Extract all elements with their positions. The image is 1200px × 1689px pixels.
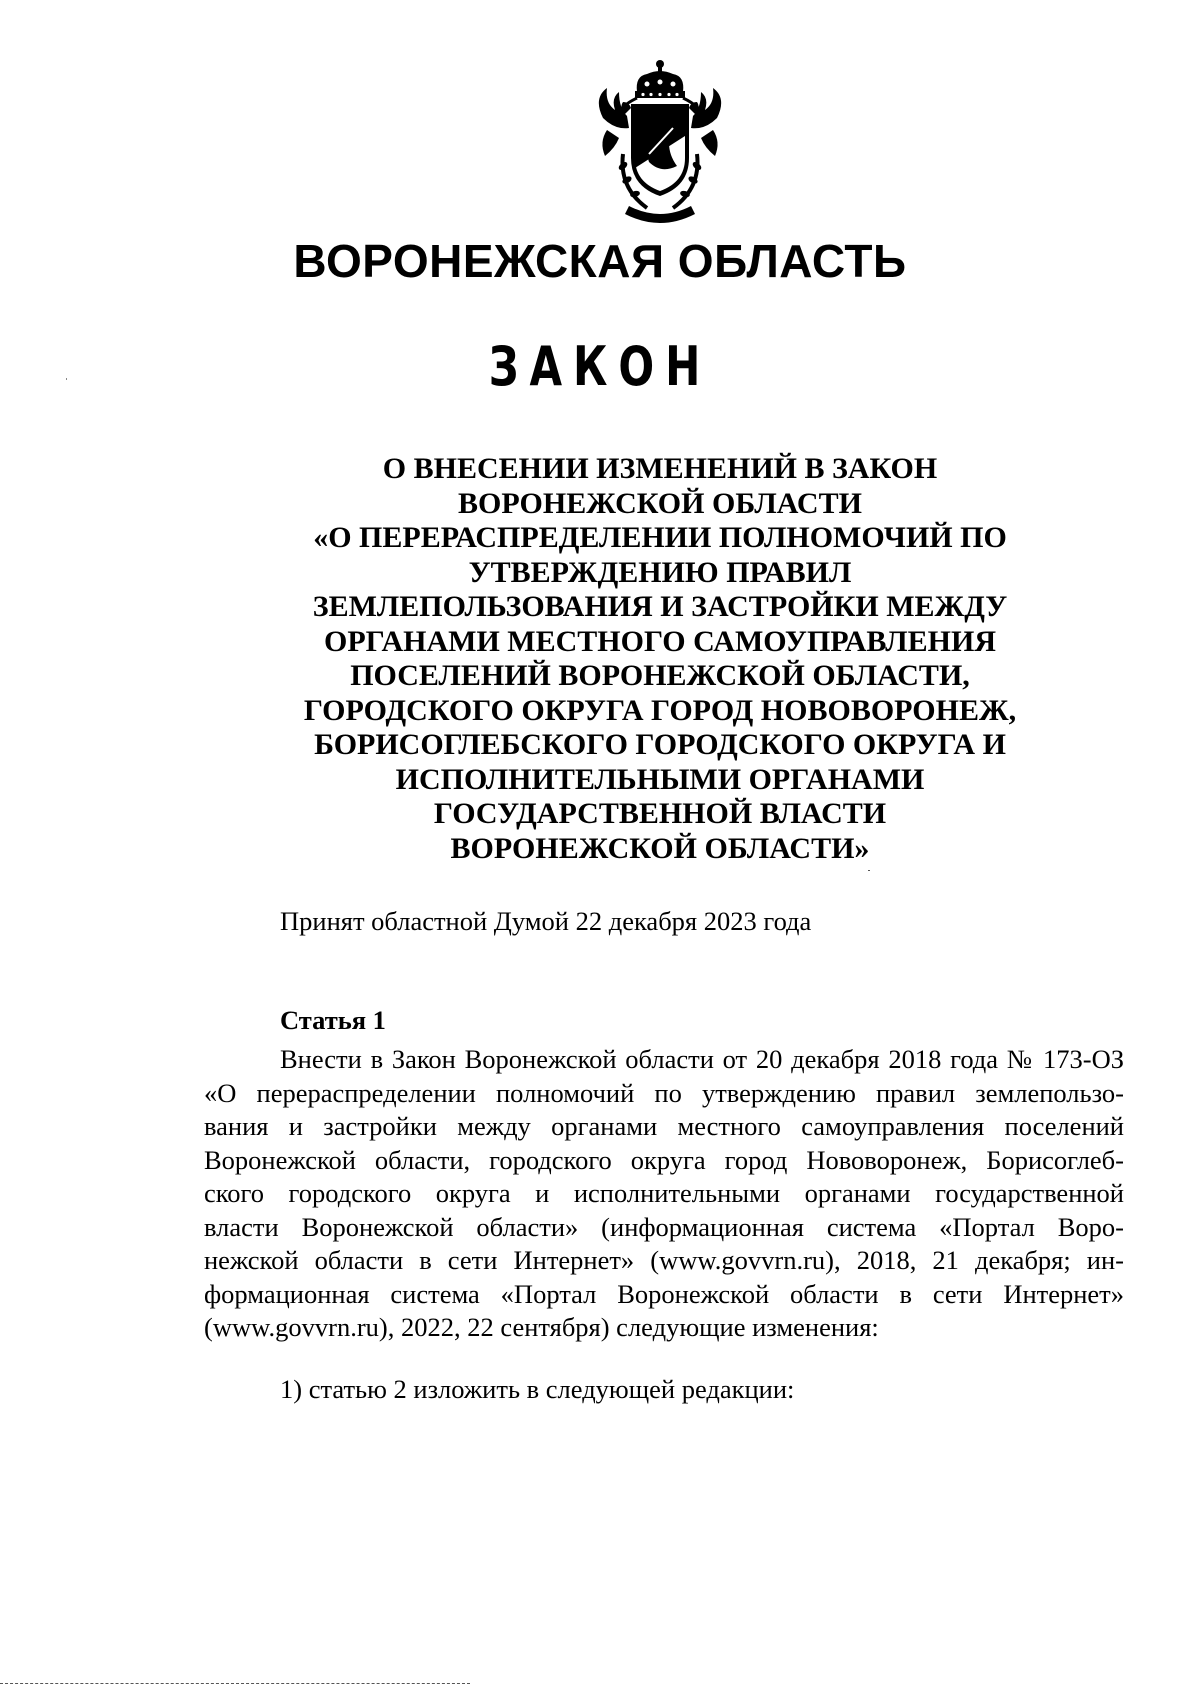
article-line: Воронежской области, городского округа город Нововоронеж, Борисоглеб- — [204, 1144, 1124, 1175]
article-line: ского городского округа и исполнительными органами государственной — [204, 1178, 1124, 1208]
law-name-line: ОРГАНАМИ МЕСТНОГО САМОУПРАВЛЕНИЯ — [323, 624, 996, 658]
article-body — [204, 1043, 1124, 1345]
article-line: формационная система «Портал Воронежской области в сети Интернет» — [204, 1278, 1124, 1309]
law-name-line: БОРИСОГЛЕБСКОГО ГОРОДСКОГО ОКРУГА И — [314, 728, 1006, 761]
law-name-line: «О ПЕРЕРАСПРЕДЕЛЕНИИ ПОЛНОМОЧИЙ ПО — [313, 521, 1007, 554]
article-heading: Статья 1 — [280, 1005, 386, 1035]
article-line: (www.govvrn.ru), 2022, 22 сентября) следующие изменения: — [204, 1312, 879, 1342]
page-bottom-rule — [0, 1683, 470, 1685]
article-line: Внести в Закон Воронежской области от 20 декабря 2018 года № 173-ОЗ — [280, 1044, 1124, 1074]
article-line: власти Воронежской области» (информационная система «Портал Воро- — [204, 1211, 1124, 1242]
law-name-line: ЗЕМЛЕПОЛЬЗОВАНИЯ И ЗАСТРОЙКИ МЕЖДУ — [312, 590, 1008, 623]
law-name-line: УТВЕРЖДЕНИЮ ПРАВИЛ — [468, 555, 852, 589]
scan-artifact — [868, 870, 870, 871]
adoption-date-line: Принят областной Думой 22 декабря 2023 года — [280, 906, 812, 936]
article-line: нежской области в сети Интернет» (www.govvrn.ru), 2018, 21 декабря; ин- — [204, 1245, 1124, 1275]
article-line: «О перераспределении полномочий по утверждению правил землепользо- — [204, 1077, 1124, 1108]
document-type-title: ЗАКОН — [488, 335, 712, 398]
law-name — [300, 452, 1020, 866]
article-item-1: 1) статью 2 изложить в следующей редакции: — [280, 1374, 795, 1404]
coat-of-arms-icon — [585, 58, 735, 230]
region-title: ВОРОНЕЖСКАЯ ОБЛАСТЬ — [293, 235, 907, 287]
law-name-line: ПОСЕЛЕНИЙ ВОРОНЕЖСКОЙ ОБЛАСТИ, — [350, 659, 970, 692]
law-name-line: О ВНЕСЕНИИ ИЗМЕНЕНИЙ В ЗАКОН — [382, 452, 938, 485]
law-name-line: ВОРОНЕЖСКОЙ ОБЛАСТИ — [458, 486, 862, 520]
law-name-line: ИСПОЛНИТЕЛЬНЫМИ ОРГАНАМИ — [395, 762, 925, 796]
law-name-line: ВОРОНЕЖСКОЙ ОБЛАСТИ» — [450, 831, 870, 865]
law-name-line: ГОСУДАРСТВЕННОЙ ВЛАСТИ — [433, 797, 887, 830]
scan-artifact — [66, 378, 67, 380]
article-line: вания и застройки между органами местного самоуправления поселений — [204, 1111, 1124, 1141]
law-name-line: ГОРОДСКОГО ОКРУГА ГОРОД НОВОВОРОНЕЖ, — [303, 693, 1017, 727]
